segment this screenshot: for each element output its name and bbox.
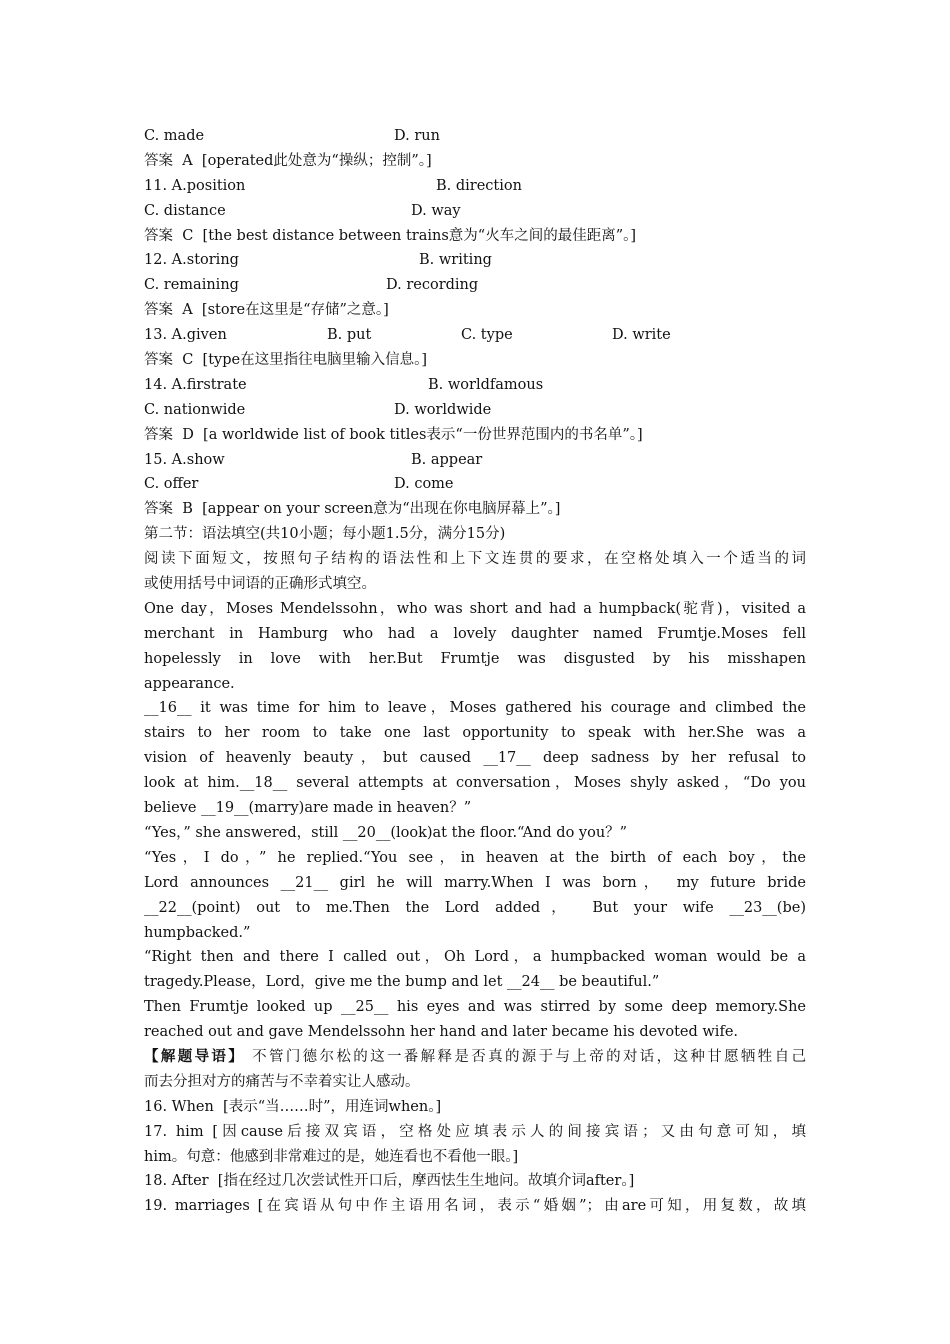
- option-row: [144, 448, 806, 473]
- option-text: C. nationwide: [144, 401, 246, 418]
- option-text: D. worldwide: [394, 401, 492, 418]
- text-line: 答案 A [operated此处意为“操纵；控制”。]: [144, 152, 432, 169]
- text-line: __22__(point) out to me.Then the Lord added， But your wife __23__(be): [144, 899, 806, 916]
- analysis-heading: 【解题导语】: [144, 1047, 246, 1065]
- text-line: 答案 C [type在这里指往电脑里输入信息。]: [144, 352, 427, 369]
- option-row: [144, 472, 806, 497]
- text-line: 17. him [因cause后接双宾语，空格处应填表示人的间接宾语；又由句意可知，填: [144, 1123, 806, 1140]
- text-line: reached out and gave Mendelssohn her hand and later became his devoted wife.: [144, 1024, 739, 1041]
- option-text: D. run: [394, 128, 440, 144]
- option-text: B. direction: [436, 177, 522, 194]
- option-row: [144, 124, 806, 149]
- option-text: C. offer: [144, 476, 199, 493]
- option-text: C. made: [144, 128, 205, 144]
- option-row: [144, 174, 806, 199]
- option-text: B. put: [327, 327, 372, 344]
- option-text: 14. A.firstrate: [144, 376, 247, 393]
- text-line: 第二节：语法填空(共10小题；每小题1.5分，满分15分): [144, 526, 506, 543]
- text-line: 答案 B [appear on your screen意为“出现在你电脑屏幕上”。]: [144, 501, 561, 518]
- option-row: [144, 199, 806, 224]
- text-line: him。句意：他感到非常难过的是，她连看也不看他一眼。]: [144, 1148, 519, 1165]
- text-line: tragedy.Please，Lord，give me the bump and let __24__ be beautiful.”: [144, 974, 660, 991]
- option-text: D. come: [394, 476, 454, 493]
- option-text: B. appear: [411, 451, 483, 468]
- text-line: 答案 A [store在这里是“存储”之意。]: [144, 302, 389, 319]
- text-line: hopelessly in love with her.But Frumtje was disgusted by his misshapen: [144, 650, 806, 667]
- option-text: C. distance: [144, 202, 226, 219]
- option-text: 11. A.position: [144, 177, 246, 194]
- option-text: 12. A.storing: [144, 252, 239, 269]
- text-line: 16. When [表示“当……时”，用连词when。]: [144, 1098, 442, 1115]
- option-text: D. recording: [386, 277, 479, 294]
- option-text: 13. A.given: [144, 327, 227, 344]
- option-text: 15. A.show: [144, 451, 225, 468]
- option-text: B. worldfamous: [428, 376, 544, 393]
- text-line: 19. marriages [在宾语从句中作主语用名词，表示“婚姻”；由are可知，用复数，故填: [144, 1198, 806, 1215]
- option-row: [144, 373, 806, 398]
- option-text: D. way: [411, 202, 461, 219]
- analysis-lead-line: [144, 1045, 806, 1070]
- text-line: 或使用括号中词语的正确形式填空。: [144, 576, 376, 593]
- text-line: Then Frumtje looked up __25__ his eyes and was stirred by some deep memory.She: [144, 999, 806, 1016]
- text-line: “Yes，I do，” he replied.“You see，in heaven at the birth of each boy，the: [144, 849, 806, 866]
- text-line: 答案 C [the best distance between trains意为“火车之间的最佳距离”。]: [144, 227, 637, 244]
- document-page: [144, 124, 806, 1219]
- text-line: “Right then and there I called out，Oh Lord，a humpbacked woman would be a: [144, 949, 806, 966]
- text-line: stairs to her room to take one last opportunity to speak with her.She was a: [144, 725, 806, 742]
- option-row: [144, 323, 806, 348]
- text-line: 18. After [指在经过几次尝试性开口后，摩西怯生生地问。故填介词after。]: [144, 1173, 635, 1190]
- option-text: C. remaining: [144, 277, 239, 294]
- text-line: vision of heavenly beauty，but caused __17__ deep sadness by her refusal to: [144, 750, 806, 767]
- text-line: “Yes，” she answered，still __20__(look)at the floor.“And do you？”: [144, 824, 628, 841]
- text-line: Lord announces __21__ girl he will marry.When I was born， my future bride: [144, 874, 806, 891]
- text-line: believe __19__(marry)are made in heaven？”: [144, 800, 472, 817]
- option-text: B. writing: [419, 252, 492, 269]
- text-line: One day，Moses Mendelssohn，who was short and had a humpback(驼背)，visited a: [144, 600, 806, 617]
- option-row: [144, 273, 806, 298]
- text-line: appearance.: [144, 675, 235, 692]
- text-line: 答案 D [a worldwide list of book titles表示“一份世界范围内的书名单”。]: [144, 426, 643, 443]
- text-line: humpbacked.”: [144, 924, 251, 941]
- text-line: merchant in Hamburg who had a lovely daughter named Frumtje.Moses fell: [144, 625, 806, 642]
- text-line: __16__ it was time for him to leave，Moses gathered his courage and climbed the: [144, 700, 806, 717]
- analysis-text: 不管门德尔松的这一番解释是否真的源于与上帝的对话，这种甘愿牺牲自己: [245, 1048, 806, 1065]
- text-line: 阅读下面短文，按照句子结构的语法性和上下文连贯的要求，在空格处填入一个适当的词: [144, 551, 806, 568]
- option-row: [144, 398, 806, 423]
- text-line: look at him.__18__ several attempts at conversation，Moses shyly asked，“Do you: [144, 775, 806, 792]
- option-text: D. write: [612, 327, 671, 344]
- text-line: 而去分担对方的痛苦与不幸着实让人感动。: [144, 1073, 420, 1090]
- option-text: C. type: [461, 327, 513, 344]
- option-row: [144, 248, 806, 273]
